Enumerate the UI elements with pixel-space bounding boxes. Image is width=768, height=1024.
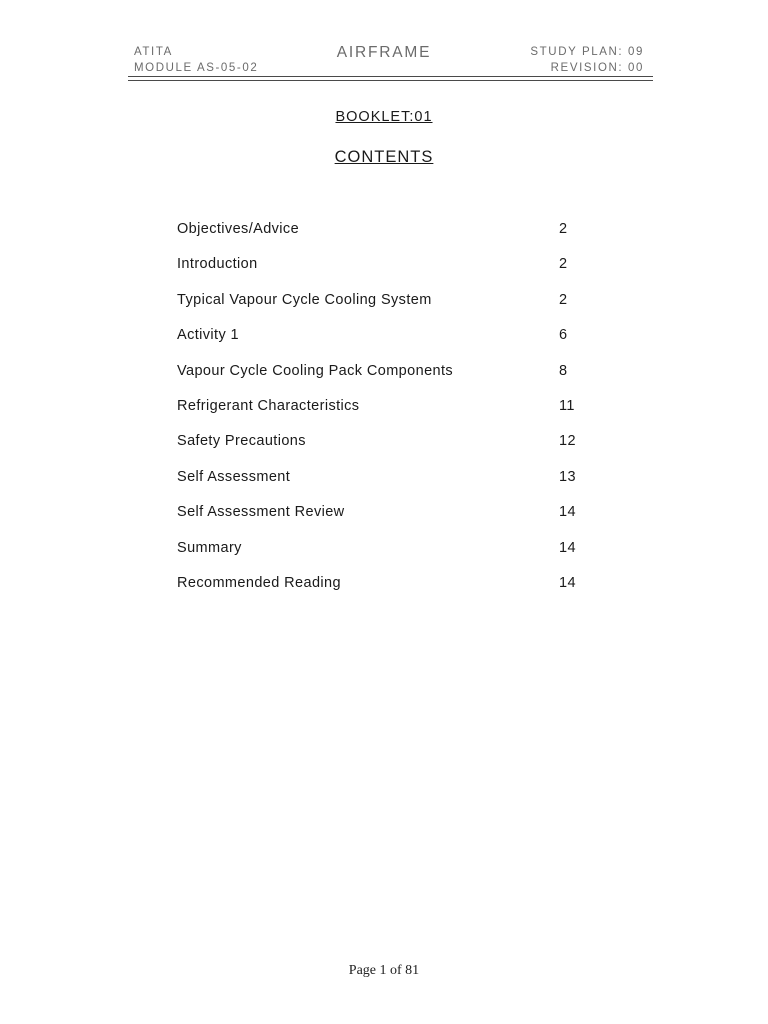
toc-entry-page: 8 (559, 362, 568, 379)
toc-entry (177, 363, 597, 398)
toc-entry-label: Self Assessment Review (177, 504, 345, 521)
header-revision: REVISION: 00 (550, 62, 644, 74)
toc-entry-page: 13 (559, 468, 576, 485)
header-title: AIRFRAME (336, 44, 432, 61)
toc-entry-page: 2 (559, 291, 568, 308)
toc-entry-label: Refrigerant Characteristics (177, 397, 360, 414)
header-module: MODULE AS-05-02 (134, 62, 259, 74)
toc-entry-label: Self Assessment (177, 468, 291, 485)
toc-entry-page: 14 (559, 539, 576, 556)
toc-entry-page: 6 (559, 327, 568, 344)
toc-entry-label: Introduction (177, 256, 258, 273)
toc-entry (177, 292, 597, 327)
table-of-contents (177, 221, 597, 610)
toc-entry (177, 221, 597, 256)
toc-entry (177, 398, 597, 433)
toc-entry-label: Vapour Cycle Cooling Pack Components (177, 362, 454, 379)
toc-entry-page: 14 (559, 504, 576, 521)
toc-entry-label: Safety Precautions (177, 433, 306, 450)
booklet-heading: BOOKLET:01 (335, 109, 433, 125)
toc-entry (177, 575, 597, 610)
toc-entry-label: Objectives/Advice (177, 221, 300, 237)
toc-entry-page: 14 (559, 574, 576, 591)
toc-entry (177, 256, 597, 291)
toc-entry (177, 469, 597, 504)
toc-entry-label: Recommended Reading (177, 574, 341, 591)
page-number-footer: Page 1 of 81 (348, 963, 420, 978)
toc-entry-label: Activity 1 (177, 327, 240, 344)
toc-entry-page: 2 (559, 256, 568, 273)
contents-heading: CONTENTS (334, 148, 434, 166)
toc-entry-label: Summary (177, 539, 242, 556)
toc-entry-page: 12 (559, 433, 576, 450)
header-row-bottom (134, 62, 644, 76)
header-org: ATITA (134, 46, 173, 58)
toc-entry-label: Typical Vapour Cycle Cooling System (177, 291, 432, 308)
toc-entry (177, 504, 597, 539)
toc-entry (177, 327, 597, 362)
toc-entry (177, 433, 597, 468)
toc-entry-page: 11 (559, 397, 575, 414)
header-study-plan: STUDY PLAN: 09 (530, 46, 644, 58)
toc-entry (177, 540, 597, 575)
header-rule-top (128, 76, 653, 77)
header-rule-bottom (128, 80, 653, 81)
toc-entry-page: 2 (559, 221, 568, 237)
